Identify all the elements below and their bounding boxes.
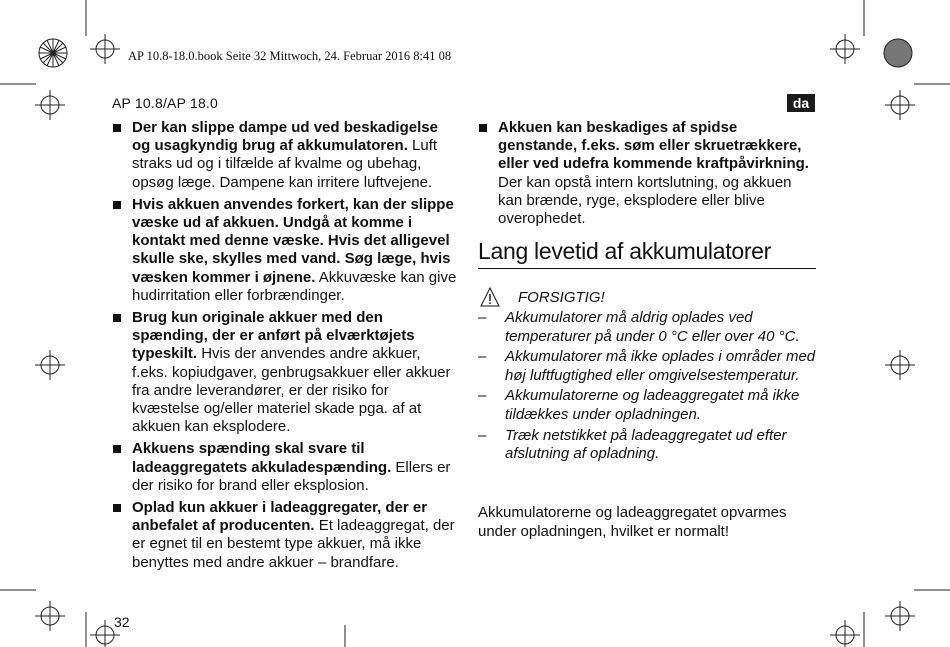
- caution-label: FORSIGTIG!: [518, 289, 605, 306]
- list-item: [112, 440, 457, 495]
- running-head: AP 10.8/AP 18.0: [112, 95, 219, 111]
- list-item: [478, 119, 818, 228]
- warning-triangle-icon: [480, 287, 500, 307]
- caution-block: [478, 287, 818, 466]
- list-item: [112, 119, 457, 192]
- section-title: Lang levetid af akkumulatorer: [478, 238, 772, 264]
- bullet-text: Hvis der anvendes andre akkuer, f.eks. kopiudgaver, genbrugsakkuer eller akkuer fra andre leverandører, er der risiko for kvæstelse og/eller materiel skade pga. af at akkuen kan eksplodere.: [132, 345, 451, 436]
- bullet-bold-text: Akkuens spænding skal svare til ladeaggregatets akkuladespænding.: [132, 440, 392, 476]
- bullet-text: Et ladeaggregat, der er egnet til en bestemt type akkuer, må ikke benyttes med andre akkuer – brandfare.: [132, 517, 455, 571]
- bullet-bold-text: Der kan slippe dampe ud ved beskadigelse og usagkyndig brug af akkumulatoren.: [132, 119, 438, 155]
- bullet-bold-text: Hvis akkuen anvendes forkert, kan der slippe væske ud af akkuen. Undgå at komme i kontakt med denne væske. Hvis det alligevel skulle ske, skylles med vand. Søg læge, hvis væsken kommer i øjnene.: [132, 195, 454, 286]
- caution-header: [478, 287, 818, 309]
- bullet-text: Luft straks ud og i tilfælde af kvalme og ubehag, opsøg læge. Dampene kan irritere luftvejene.: [132, 137, 438, 191]
- list-item: [112, 499, 457, 572]
- right-column: [478, 119, 818, 232]
- caution-item: – Akkumulatorer må ikke oplades i områder med høj luftfugtighed eller omgivelsestemperatur.: [478, 348, 818, 385]
- bullet-bold-text: Brug kun originale akkuer med den spænding, der er anført på elværktøjets typeskilt.: [132, 309, 415, 363]
- caution-item: – Akkumulatorerne og ladeaggregatet må ikke tildækkes under opladningen.: [478, 387, 818, 424]
- page-number: 32: [114, 614, 130, 630]
- list-item: [112, 196, 457, 305]
- left-column: [112, 119, 457, 576]
- language-tag: da: [787, 94, 815, 112]
- caution-item: – Træk netstikket på ladeaggregatet ud efter afslutning af opladning.: [478, 427, 818, 464]
- section-rule: [478, 268, 816, 269]
- closing-paragraph: Akkumulatorerne og ladeaggregatet opvarmes under opladningen, hvilket er normalt!: [478, 504, 787, 540]
- bullet-bold-text: Akkuen kan beskadiges af spidse genstande, f.eks. søm eller skruetrækkere, eller ved udefra kommende kraftpåvirkning.: [498, 119, 809, 173]
- list-item: [112, 309, 457, 436]
- caution-item: – Akkumulatorer må aldrig oplades ved temperaturer på under 0 °C eller over 40 °C.: [478, 309, 818, 346]
- bullet-text: Der kan opstå intern kortslutning, og akkuen kan brænde, ryge, eksplodere eller blive overophedet.: [498, 173, 792, 228]
- bullet-text: Akkuvæske kan give hudirritation eller forbrændinger.: [132, 268, 457, 304]
- bullet-text: Ellers er der risiko for brand eller eksplosion.: [132, 458, 451, 494]
- bullet-bold-text: Oplad kun akkuer i ladeaggregater, der er anbefalet af producenten.: [132, 499, 428, 535]
- print-job-header: AP 10.8-18.0.book Seite 32 Mittwoch, 24. Februar 2016 8:41 08: [128, 49, 452, 63]
